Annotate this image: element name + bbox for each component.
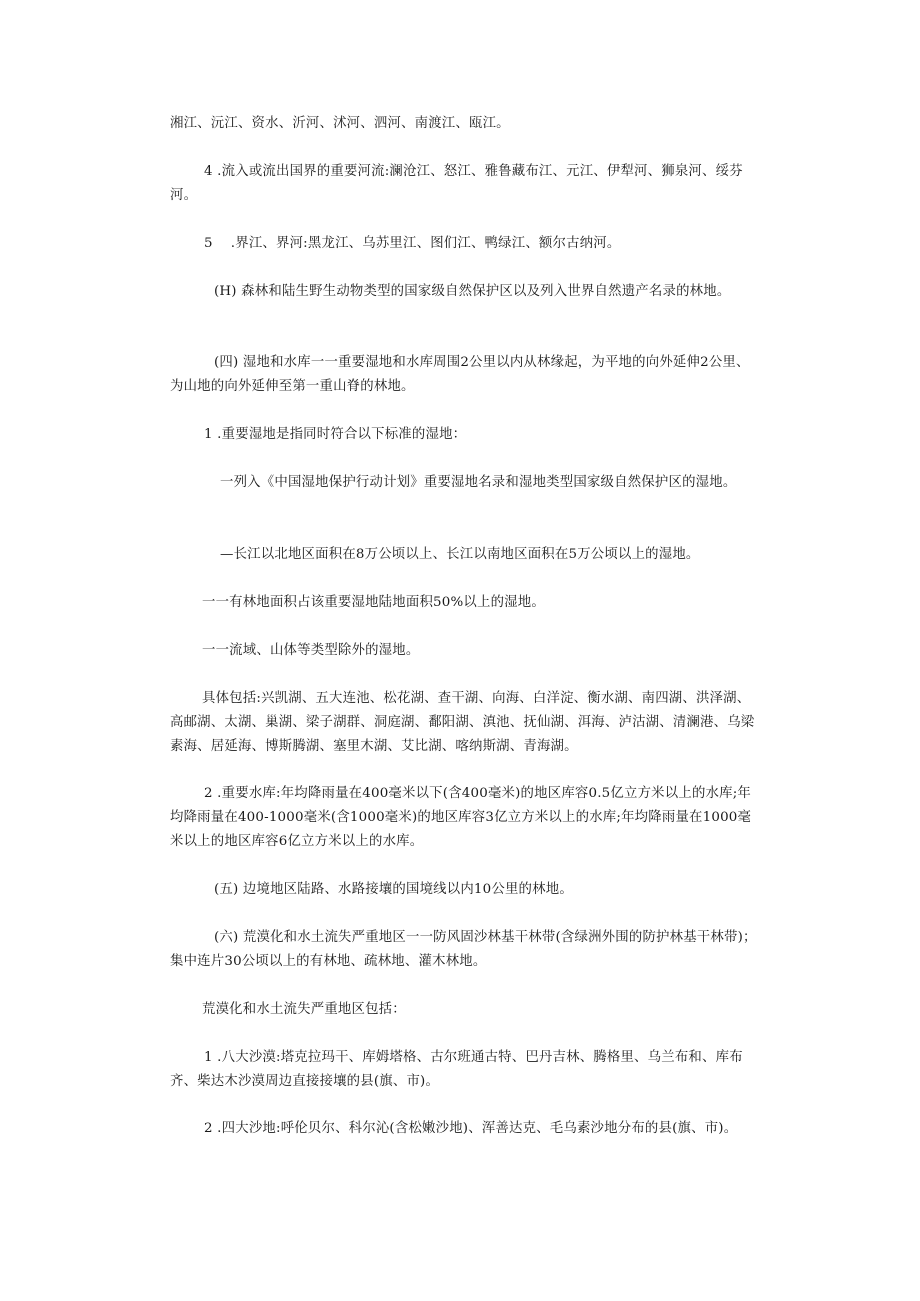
paragraph-eight-deserts: 1 .八大沙漠:塔克拉玛干、库姆塔格、古尔班通古特、巴丹吉林、腾格里、乌兰布和、库布齐、柴达木沙漠周边直接接壤的县(旗、市)。 <box>170 1050 743 1089</box>
paragraph-international-rivers: 4 .流入或流出国界的重要河流:澜沧江、怒江、雅鲁藏布江、元江、伊犁河、狮泉河、绥芬河。 <box>170 164 743 203</box>
paragraph-wetland-criterion-2: —长江以北地区面积在8万公顷以上、长江以南地区面积在5万公顷以上的湿地。 <box>220 547 700 562</box>
paragraph-important-reservoirs: 2 .重要水库:年均降雨量在400毫米以下(含400毫米)的地区库容0.5亿立方米以上的水库;年均降雨量在400-1000毫米(含1000毫米)的地区库容3亿立方米以上的水库;年均降雨量在1000毫米以上的地区库容6亿立方米以上的水库。 <box>170 786 752 849</box>
paragraph-border-areas: (五) 边境地区陆路、水路接壤的国境线以内10公里的林地。 <box>214 882 573 897</box>
paragraph-nature-reserves: (H) 森林和陆生野生动物类型的国家级自然保护区以及列入世界自然遗产名录的林地。 <box>214 284 731 299</box>
paragraph-wetland-criterion-4: 一一流域、山体等类型除外的湿地。 <box>202 643 420 658</box>
paragraph-desert-areas-intro: 荒漠化和水土流失严重地区包括： <box>202 1002 406 1017</box>
paragraph-desertification: (六) 荒漠化和水土流失严重地区一一防风固沙林基干林带(含绿洲外围的防护林基干林带)；集中连片30公顷以上的有林地、疏林地、灌木林地。 <box>170 930 757 969</box>
paragraph-wetland-criterion-1: 一列入《中国湿地保护行动计划》重要湿地名录和湿地类型国家级自然保护区的湿地。 <box>220 475 737 490</box>
paragraph-border-rivers: 5 .界江、界河:黑龙江、乌苏里江、图们江、鸭绿江、额尔古纳河。 <box>204 236 621 251</box>
paragraph-four-sandy-lands: 2 .四大沙地:呼伦贝尔、科尔沁(含松嫩沙地)、浑善达克、毛乌素沙地分布的县(旗、市)。 <box>204 1121 738 1136</box>
paragraph-rivers-continued: 湘江、沅江、资水、沂河、沭河、泗河、南渡江、瓯江。 <box>170 116 510 131</box>
paragraph-wetlands-reservoirs: (四) 湿地和水库一一重要湿地和水库周围2公里以内从林缘起，为平地的向外延伸2公里、为山地的向外延伸至第一重山脊的林地。 <box>170 355 750 394</box>
paragraph-wetland-criterion-3: 一一有林地面积占该重要湿地陆地面积50%以上的湿地。 <box>202 595 545 610</box>
paragraph-wetland-list: 具体包括:兴凯湖、五大连池、松花湖、查干湖、向海、白洋淀、衡水湖、南四湖、洪泽湖、高邮湖、太湖、巢湖、梁子湖群、洞庭湖、鄱阳湖、滇池、抚仙湖、洱海、泸沽湖、清澜港、乌梁素海、居延海、博斯腾湖、塞里木湖、艾比湖、喀纳斯湖、青海湖。 <box>170 691 755 754</box>
paragraph-wetland-criteria: 1 .重要湿地是指同时符合以下标准的湿地： <box>204 427 467 442</box>
